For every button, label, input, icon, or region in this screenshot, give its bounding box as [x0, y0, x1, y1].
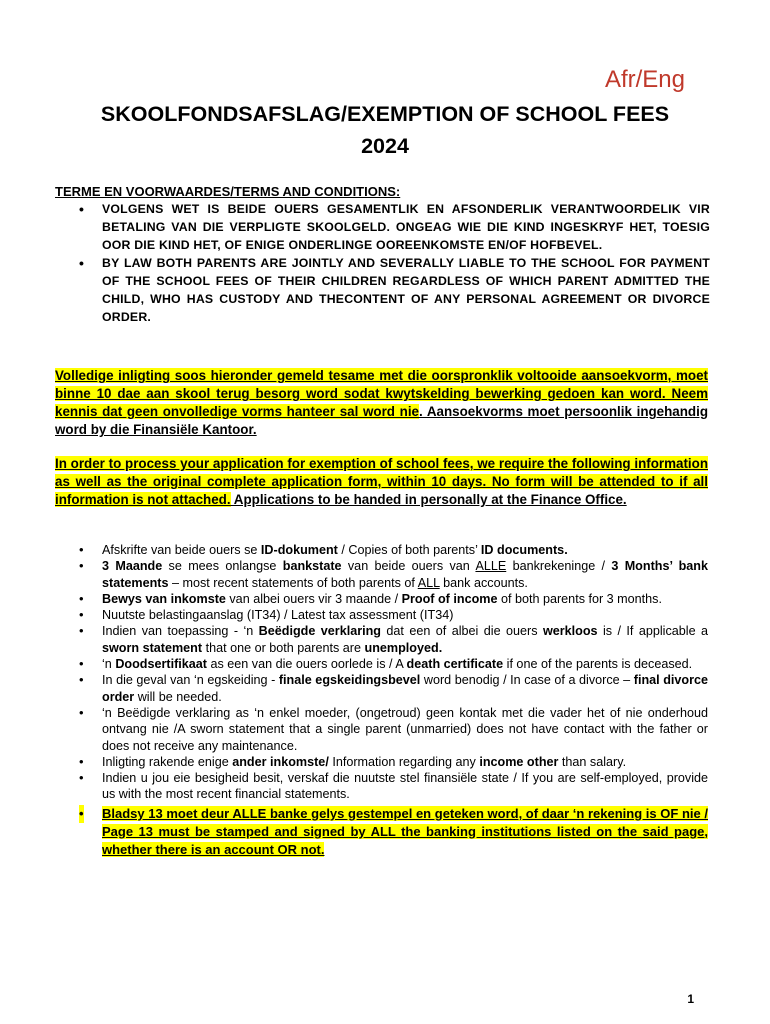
term-english: • BY LAW BOTH PARENTS ARE JOINTLY AND SEVERALLY LIABLE TO THE SCHOOL FOR PAYMENT OF THE SCHOOL FEES OF THEIR CHILDREN REGARDLESS OF WHICH PARENT ADMITTED THE CHILD, WHO HAS CUSTODY AND THECONTENT OF ANY PERSONAL AGREEMENT OR DIVORCE ORDER. — [55, 254, 710, 326]
text: bank accounts. — [439, 575, 528, 590]
text-bold: finale egskeidingsbevel — [278, 673, 421, 688]
text: van albei ouers vir 3 maande / — [225, 591, 402, 606]
terms-list — [55, 200, 710, 326]
english-notice — [55, 455, 708, 509]
list-item — [55, 656, 708, 672]
afrikaans-notice — [55, 367, 708, 439]
text: word benodig / In case of a divorce – — [420, 673, 634, 688]
english-notice-rest: Applications to be handed in personally at the Finance Office. — [230, 492, 627, 507]
list-item — [55, 705, 708, 754]
text: is / If applicable a — [597, 624, 709, 639]
text: ‘n — [102, 657, 116, 672]
title-line-1: SKOOLFONDSAFSLAG/EXEMPTION OF SCHOOL FEES — [100, 102, 670, 126]
list-item — [55, 558, 708, 591]
list-item — [55, 542, 708, 558]
text: that one or both parents are — [202, 640, 365, 655]
term-afrikaans: • VOLGENS WET IS BEIDE OUERS GESAMENTLIK EN AFSONDERLIK VERANTWOORDELIK VIR BETALING VAN DIE VERPLIGTE SKOOLGELD. ONGEAG WIE DIE KIND INGESKRYF HET, TOESIG OOR DIE KIND HET, OF ENIGE ONDERLINGE OOREENKOMSTE EN/OF HOFBEVEL. — [55, 200, 710, 254]
list-item — [55, 754, 708, 770]
list-item — [55, 623, 708, 656]
text: as een van die ouers oorlede is / A — [207, 657, 407, 672]
list-item — [55, 770, 708, 803]
text-bold: bankstate — [282, 559, 342, 574]
text: Indien u jou eie besigheid besit, verskaf die nuutste stel finansiële state / If you are self-employed, provide us with the most recent financial statements. — [102, 771, 708, 802]
text-bold: death certificate — [406, 657, 504, 672]
text: bankrekeninge / — [506, 559, 612, 574]
text-underline: ALLE — [475, 559, 507, 574]
title-line-2: 2024 — [361, 134, 409, 158]
text-highlight: Bladsy 13 moet deur ALLE banke gelys gestempel en geteken word, of daar ‘n rekening is OF nie / Page 13 must be stamped and signed by ALL the banking institutions listed on the said page, whether there is an account OR not. — [102, 805, 708, 857]
text-bold: 3 Months’ bank statements — [102, 559, 708, 590]
afrikaans-notice-rest: . Aansoekvorms moet persoonlik ingehandig word by die Finansiële Kantoor. — [55, 404, 709, 437]
text: of both parents for 3 months. — [497, 591, 662, 606]
text: Afskrifte van beide ouers se — [102, 543, 261, 557]
text-bold: Bewys van inkomste — [102, 591, 226, 606]
page-number: 1 — [687, 992, 694, 1006]
text: Nuutste belastingaanslag (IT34) / Latest tax assessment (IT34) — [102, 608, 454, 623]
text-bold: ID documents. — [480, 543, 568, 557]
text-bold: ID-dokument — [260, 543, 338, 557]
text-bold: income other — [479, 754, 559, 769]
language-tag: Afr/Eng — [604, 66, 685, 93]
text: / Copies of both parents’ — [337, 543, 481, 557]
list-item — [55, 591, 708, 607]
requirements-list — [55, 542, 708, 859]
text: if one of the parents is deceased. — [503, 657, 693, 672]
text: ‘n Beëdigde verklaring as ‘n enkel moeder, (ongetroud) geen kontak met die vader het of nie onderhoud ontvang nie /A sworn statement that a single parent (unmarried) does not have contact with the father or does not receive any maintenance. — [102, 705, 708, 753]
text: se mees onlangse — [162, 559, 283, 574]
text: dat een of albei die ouers — [381, 624, 543, 639]
text-bold: unemployed. — [364, 640, 443, 655]
text-bold: Proof of income — [401, 591, 498, 606]
text-bold: 3 Maande — [102, 559, 163, 574]
text-bold: ander inkomste/ — [232, 754, 329, 769]
text-bold: werkloos — [542, 624, 598, 639]
text: Inligting rakende enige — [102, 754, 233, 769]
list-item-highlighted — [55, 805, 708, 859]
text-bold: sworn statement — [102, 640, 203, 655]
page-title — [40, 98, 730, 162]
text: Information regarding any — [328, 754, 480, 769]
text-bold: Beëdigde verklaring — [258, 624, 381, 639]
text: than salary. — [558, 754, 627, 769]
list-item — [55, 607, 708, 623]
text-bold: final divorce order — [102, 673, 708, 704]
text: van beide ouers van — [341, 559, 476, 574]
text: – most recent statements of both parents of — [168, 575, 418, 590]
text: In die geval van ‘n egskeiding - — [102, 673, 279, 688]
list-item — [55, 672, 708, 705]
text-underline: ALL — [417, 575, 440, 590]
afrikaans-notice-highlight: Volledige inligting soos hieronder gemeld tesame met die oorspronklik voltooide aansoekvorm, moet binne 10 dae aan skool terug besorg word sodat kwytskelding bewerking gedoen kan word. Neem kennis dat geen onvolledige vorms hanteer sal word nie — [55, 368, 708, 419]
terms-heading: TERME EN VOORWAARDES/TERMS AND CONDITIONS: — [55, 184, 401, 199]
text: will be needed. — [134, 689, 222, 704]
english-notice-highlight: In order to process your application for exemption of school fees, we require the following information as well as the original complete application form, within 10 days. No form will be attended to if all information is not attached. — [55, 456, 708, 507]
text-bold: Doodsertifikaat — [115, 657, 207, 672]
text: Indien van toepassing - ‘n — [102, 624, 259, 639]
